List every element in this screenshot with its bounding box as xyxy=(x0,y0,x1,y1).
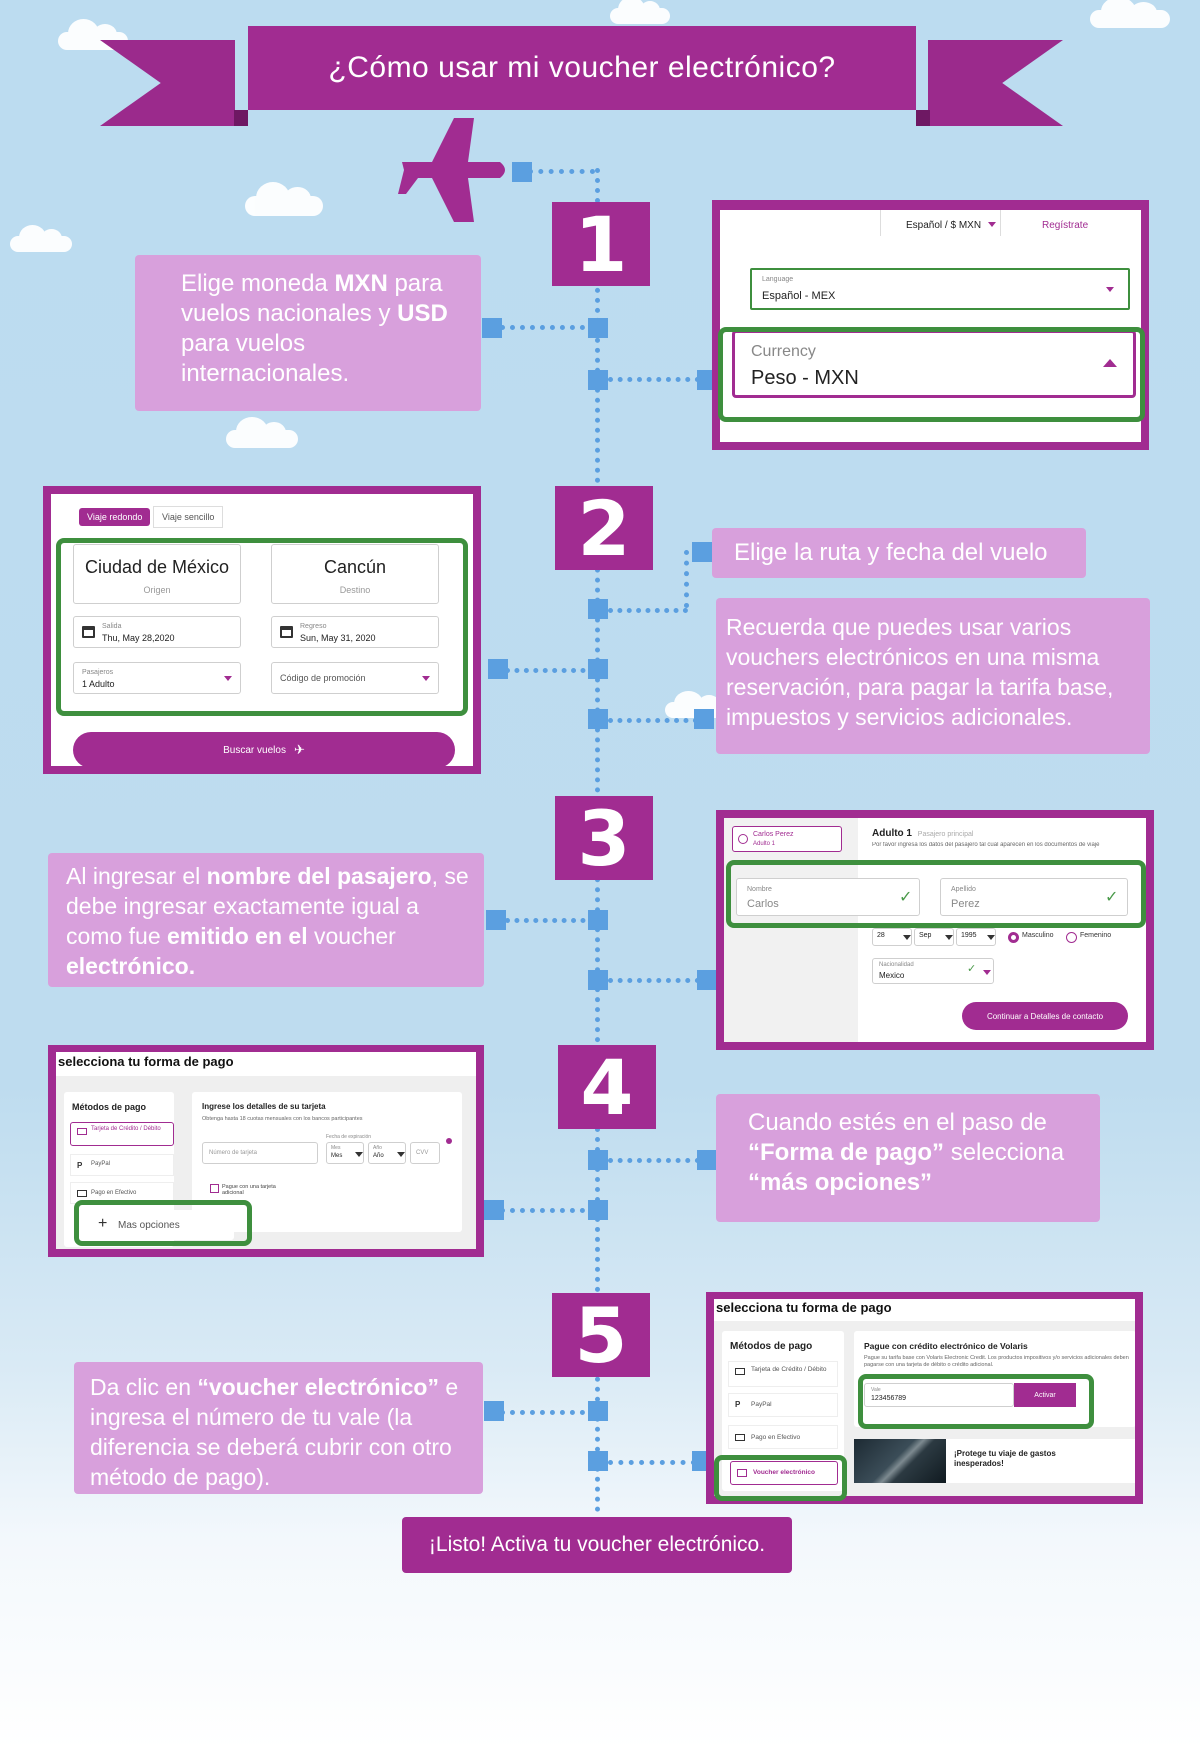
birth-year-select[interactable] xyxy=(956,928,996,946)
timeline-node xyxy=(588,1401,608,1421)
airplane-icon: ✈ xyxy=(293,742,305,757)
exp-month-label: Mes xyxy=(331,1145,341,1151)
method-paypal[interactable] xyxy=(728,1393,838,1417)
timeline-node xyxy=(482,318,502,338)
nationality-label: Nacionalidad xyxy=(879,962,914,968)
protect-banner xyxy=(854,1439,1136,1483)
banner-tail-right xyxy=(928,40,1063,126)
scroll-indicator xyxy=(480,1142,484,1192)
payment-heading: selecciona tu forma de pago xyxy=(58,1054,234,1069)
timeline-node xyxy=(484,1200,504,1220)
male-radio[interactable] xyxy=(1008,932,1019,943)
timeline-node xyxy=(588,910,608,930)
method-card[interactable] xyxy=(70,1122,174,1146)
activate-button[interactable]: Activar xyxy=(1014,1383,1076,1407)
language-value: Español - MEX xyxy=(762,290,836,302)
cvv-input[interactable] xyxy=(410,1142,440,1164)
method-card[interactable] xyxy=(728,1361,838,1387)
timeline-node xyxy=(512,162,532,182)
methods-title: Métodos de pago xyxy=(72,1102,146,1112)
timeline-connector xyxy=(684,550,689,608)
origin-label: Origen xyxy=(143,585,171,595)
check-icon: ✓ xyxy=(1105,889,1119,906)
check-icon: ✓ xyxy=(899,889,913,906)
highlight-frame xyxy=(56,538,468,716)
nationality-select[interactable] xyxy=(872,958,994,984)
step-number: 2 xyxy=(555,486,653,570)
highlight-frame xyxy=(718,327,1145,422)
methods-title: Métodos de pago xyxy=(730,1341,813,1352)
timeline-node xyxy=(588,1150,608,1170)
chevron-down-icon xyxy=(1106,287,1114,292)
timeline-connector xyxy=(505,918,595,923)
timeline-node xyxy=(697,970,717,990)
birth-year-value: 1995 xyxy=(961,932,977,939)
adult-heading: Adulto 1 Pasajero principal xyxy=(872,828,974,839)
step2-route-info: Elige la ruta y fecha del vuelo xyxy=(712,528,1086,578)
cvv-placeholder: CVV xyxy=(416,1150,429,1156)
birth-month-value: Sep xyxy=(919,932,932,939)
timeline-node xyxy=(588,659,608,679)
timeline-connector xyxy=(608,978,700,983)
step-number: 1 xyxy=(552,202,650,286)
timeline-connector xyxy=(500,325,595,330)
return-date: Sun, May 31, 2020 xyxy=(300,633,376,643)
timeline-node xyxy=(588,1200,608,1220)
birth-day-select[interactable] xyxy=(872,928,912,946)
timeline-node xyxy=(694,709,714,729)
chevron-down-icon xyxy=(945,935,953,940)
promo-code-label: Código de promoción xyxy=(280,673,366,683)
credit-card-icon xyxy=(735,1368,745,1375)
timeline-node xyxy=(697,1150,717,1170)
expiration-label: Fecha de expiración xyxy=(326,1134,372,1140)
method-card-label: Tarjeta de Crédito / Débito xyxy=(751,1366,827,1373)
cash-icon xyxy=(77,1190,87,1197)
birth-day-value: 28 xyxy=(877,932,885,939)
banner-tail-left xyxy=(100,40,235,126)
cloud xyxy=(245,196,323,216)
departure-label: Salida xyxy=(102,623,122,630)
timeline-node xyxy=(588,370,608,390)
check-icon: ✓ xyxy=(967,963,977,975)
divider xyxy=(880,210,881,236)
passenger-tab-sub: Adulto 1 xyxy=(753,841,776,847)
info-icon xyxy=(738,834,748,844)
birth-month-select[interactable] xyxy=(914,928,954,946)
departure-date: Thu, May 28,2020 xyxy=(102,633,175,643)
timeline-connector xyxy=(528,169,595,174)
divider xyxy=(1000,210,1001,236)
exp-year-select[interactable] xyxy=(368,1142,406,1164)
credit-card-icon xyxy=(77,1128,87,1135)
register-link[interactable]: Regístrate xyxy=(1042,220,1089,231)
chevron-down-icon xyxy=(903,935,911,940)
card-number-placeholder: Número de tarjeta xyxy=(209,1150,258,1156)
timeline-node xyxy=(692,542,712,562)
banner-fold xyxy=(234,110,248,126)
method-cash-label: Pago en Efectivo xyxy=(91,1190,137,1196)
additional-card-checkbox[interactable] xyxy=(210,1184,219,1193)
timeline-connector xyxy=(500,1410,595,1415)
last-name-value: Perez xyxy=(951,898,980,910)
chevron-down-icon xyxy=(397,1152,405,1157)
cloud xyxy=(610,8,670,24)
step4-info: Cuando estés en el paso de “Forma de pago” selecciona “más opciones” xyxy=(716,1094,1100,1222)
timeline-connector xyxy=(608,718,698,723)
destination-city: Cancún xyxy=(323,557,387,577)
destination-label: Destino xyxy=(339,585,371,595)
timeline-node xyxy=(484,1401,504,1421)
banner-fold xyxy=(916,110,930,126)
method-paypal-label: PayPal xyxy=(91,1161,111,1167)
cloud xyxy=(226,430,298,448)
language-select[interactable] xyxy=(750,268,1130,310)
method-cash-label: Pago en Efectivo xyxy=(751,1434,801,1441)
passenger-tab[interactable] xyxy=(732,826,842,852)
plus-icon: + xyxy=(98,1215,108,1232)
search-flights-button[interactable] xyxy=(73,732,455,768)
timeline-connector xyxy=(500,1208,595,1213)
method-paypal[interactable] xyxy=(70,1154,174,1176)
card-details-title: Ingrese los detalles de su tarjeta xyxy=(202,1102,326,1111)
female-label: Femenino xyxy=(1080,932,1112,939)
first-name-value: Carlos xyxy=(747,898,779,910)
timeline-node xyxy=(588,970,608,990)
search-flights-label: Buscar vuelos xyxy=(223,744,286,756)
highlight-frame xyxy=(726,860,1146,928)
last-name-label: Apellido xyxy=(951,886,976,893)
exp-year-value: Año xyxy=(373,1153,384,1159)
cash-icon xyxy=(735,1434,745,1441)
tab-round-trip[interactable]: Viaje redondo xyxy=(79,508,150,526)
step1-info: Elige moneda MXN para vuelos nacionales y USD para vuelos internacionales. xyxy=(135,255,481,411)
timeline-node xyxy=(486,910,506,930)
exp-month-value: Mes xyxy=(331,1153,343,1159)
voucher-input-value: 123456789 xyxy=(871,1395,907,1402)
airplane-icon xyxy=(396,118,510,226)
page-title: ¿Cómo usar mi voucher electrónico? xyxy=(248,26,916,110)
step3-info: Al ingresar el nombre del pasajero, se debe ingresar exactamente igual a como fue emitido en el voucher electrónico. xyxy=(48,853,484,987)
method-voucher-label: Voucher electrónico xyxy=(753,1469,816,1476)
additional-card-label: Pague con una tarjeta adicional xyxy=(222,1184,276,1196)
credit-note: Pague su tarifa base con Volaris Electronic Credit. Los productos impositivos y/o servicios adicionales deben pagarse con una tarjeta de débito o crédito adicional. xyxy=(864,1355,1129,1368)
airport-photo xyxy=(854,1439,946,1483)
chevron-down-icon xyxy=(987,935,995,940)
timeline-node xyxy=(588,709,608,729)
exp-year-label: Año xyxy=(373,1145,382,1151)
female-radio[interactable] xyxy=(1066,932,1077,943)
passengers-label: Pasajeros xyxy=(82,669,114,676)
passenger-sidebar xyxy=(724,818,858,1050)
chevron-down-icon xyxy=(355,1152,363,1157)
passengers-value: 1 Adulto xyxy=(82,679,115,689)
currency-label: Currency xyxy=(751,343,816,360)
timeline-connector xyxy=(505,668,595,673)
step3-screenshot xyxy=(716,810,1154,1050)
step-number: 4 xyxy=(558,1045,656,1129)
passenger-note: Por favor ingresa los datos del pasajero tal cual aparecen en los documentos de viaje xyxy=(872,842,1100,848)
cloud xyxy=(1090,10,1170,28)
currency-value: Peso - MXN xyxy=(751,367,859,389)
timeline-node xyxy=(588,599,608,619)
language-currency-menu[interactable]: Español / $ MXN xyxy=(906,220,996,231)
more-options-label: Mas opciones xyxy=(118,1220,180,1231)
card-number-input[interactable] xyxy=(202,1142,318,1164)
method-cash[interactable] xyxy=(728,1425,838,1449)
card-details-note: Obtenga hasta 18 cuotas mensuales con los bancos participantes xyxy=(202,1116,363,1122)
timeline-node xyxy=(488,659,508,679)
timeline-connector xyxy=(608,1460,696,1465)
highlight-frame xyxy=(714,1455,847,1501)
timeline-node xyxy=(588,1451,608,1471)
step5-info: Da clic en “voucher electrónico” e ingresa el número de tu vale (la diferencia se deberá cubrir con otro método de pago). xyxy=(74,1362,483,1494)
voucher-input-label: Vale xyxy=(871,1387,881,1393)
credit-title: Pague con crédito electrónico de Volaris xyxy=(864,1341,1028,1351)
male-label: Masculino xyxy=(1022,932,1054,939)
language-label: Language xyxy=(762,276,794,283)
final-message: ¡Listo! Activa tu voucher electrónico. xyxy=(402,1517,792,1573)
timeline-connector xyxy=(608,1158,700,1163)
paypal-icon: P xyxy=(735,1400,741,1409)
timeline-connector xyxy=(608,608,688,613)
cloud xyxy=(10,236,72,252)
method-card-label: Tarjeta de Crédito / Débito xyxy=(91,1126,161,1132)
paypal-icon: P xyxy=(77,1161,83,1170)
tab-one-way[interactable]: Viaje sencillo xyxy=(153,506,223,528)
return-label: Regreso xyxy=(300,623,327,630)
exp-month-select[interactable] xyxy=(326,1142,364,1164)
passenger-tab-name: Carlos Perez xyxy=(753,831,794,838)
first-name-label: Nombre xyxy=(747,886,772,893)
continue-contact-button[interactable]: Continuar a Detalles de contacto xyxy=(962,1002,1128,1030)
origin-city: Ciudad de México xyxy=(84,557,230,577)
timeline-node xyxy=(588,318,608,338)
step-number: 3 xyxy=(555,796,653,880)
method-paypal-label: PayPal xyxy=(751,1401,772,1408)
status-dot xyxy=(446,1138,452,1144)
highlight-frame xyxy=(74,1200,252,1246)
highlight-frame xyxy=(858,1374,1094,1429)
chevron-down-icon xyxy=(988,222,996,227)
timeline-connector xyxy=(608,377,700,382)
step2-vouchers-info: Recuerda que puedes usar varios vouchers electrónicos en una misma reservación, para pagar la tarifa base, impuestos y servicios adicionales. xyxy=(716,598,1150,754)
protect-text: ¡Protege tu viaje de gastos inesperados! xyxy=(954,1449,1056,1468)
chevron-down-icon xyxy=(983,970,991,975)
payment-heading: selecciona tu forma de pago xyxy=(716,1300,892,1315)
nationality-value: Mexico xyxy=(879,971,905,980)
step-number: 5 xyxy=(552,1293,650,1377)
